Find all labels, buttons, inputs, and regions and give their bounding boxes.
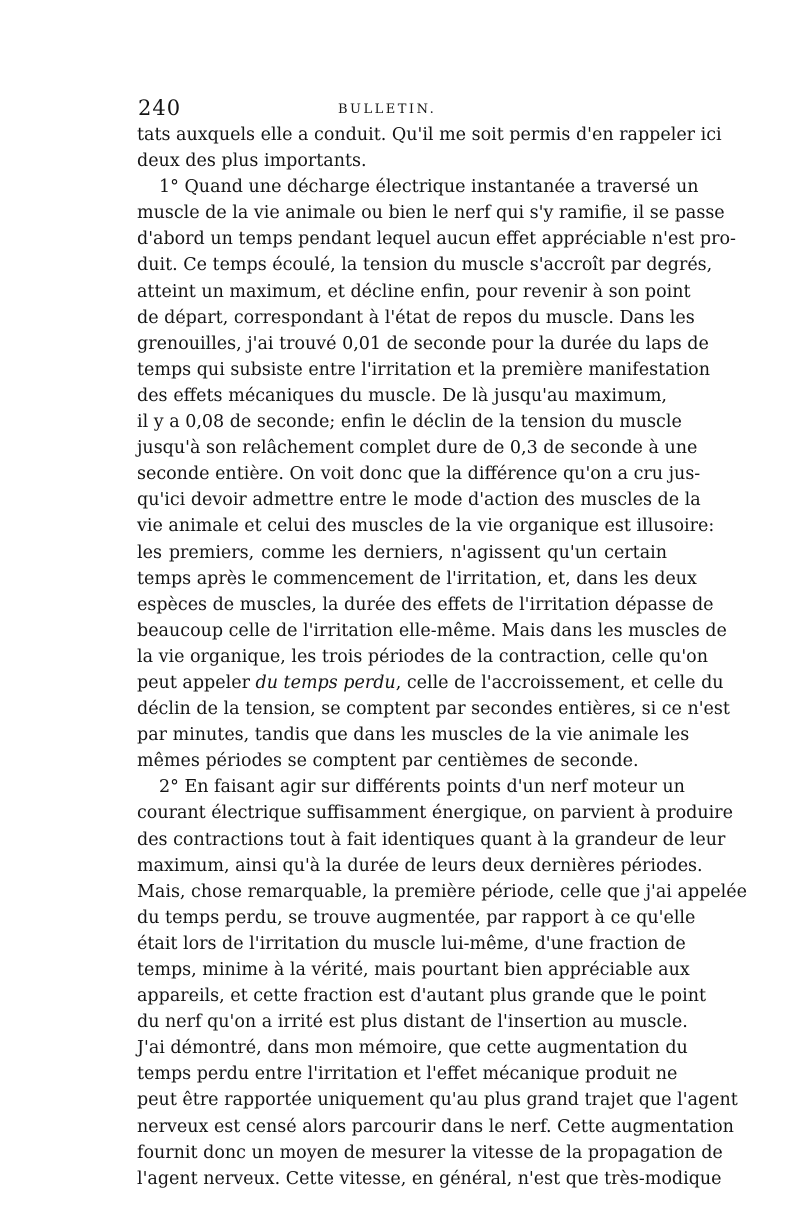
text-line: par minutes, tandis que dans les muscles de la vie animale les [137, 725, 690, 746]
text-line: la vie organique, les trois périodes de la contraction, celle qu'on [137, 646, 708, 667]
text-line: peut être rapportée uniquement qu'au plus grand trajet que l'agent [137, 1090, 738, 1111]
text-line: temps qui subsiste entre l'irritation et la première manifestation [137, 359, 710, 380]
text-line: jusqu'à son relâchement complet dure de 0,3 de seconde à une [137, 438, 698, 459]
page-number: 240 [138, 96, 182, 120]
text-line: vie animale et celui des muscles de la vie organique est illusoire: [137, 516, 715, 537]
text-line: appareils, et cette fraction est d'autant plus grande que le point [137, 986, 706, 1007]
text-line: duit. Ce temps écoulé, la tension du muscle s'accroît par degrés, [137, 255, 713, 276]
text-line: maximum, ainsi qu'à la durée de leurs deux dernières périodes. [137, 855, 703, 876]
text-line: temps après le commencement de l'irritation, et, dans les deux [137, 568, 697, 589]
text-line: espèces de muscles, la durée des effets de l'irritation dépasse de [137, 594, 714, 615]
text-segment: , celle de l'accroissement, et celle du [395, 672, 724, 693]
text-line: déclin de la tension, se comptent par secondes entières, si ce n'est [137, 699, 730, 720]
text-segment: peut appeler [137, 672, 256, 693]
text-line: deux des plus importants. [137, 151, 367, 172]
text-line: les premiers, comme les derniers, n'agissent qu'un certain [137, 542, 667, 563]
text-line: seconde entière. On voit donc que la différence qu'on a cru jus- [137, 464, 701, 485]
text-line: temps perdu entre l'irritation et l'effet mécanique produit ne [137, 1064, 678, 1085]
text-line: courant électrique suffisamment énergique, on parvient à produire [137, 803, 733, 824]
text-line: atteint un maximum, et décline enfin, pour revenir à son point [137, 281, 691, 302]
text-line: fournit donc un moyen de mesurer la vitesse de la propagation de [137, 1142, 723, 1163]
text-line: grenouilles, j'ai trouvé 0,01 de seconde pour la durée du laps de [137, 333, 709, 354]
text-line: des contractions tout à fait identiques quant à la grandeur de leur [137, 829, 726, 850]
text-line: muscle de la vie animale ou bien le nerf qui s'y ramifie, il se passe [137, 203, 725, 224]
text-line: mêmes périodes se comptent par centièmes de seconde. [137, 751, 639, 772]
paragraph-2-first-line: 2° En faisant agir sur différents points d'un nerf moteur un [159, 777, 685, 798]
text-line: temps, minime à la vérité, mais pourtant bien appréciable aux [137, 960, 690, 980]
text-line: il y a 0,08 de seconde; enfin le déclin de la tension du muscle [137, 412, 682, 433]
text-line: nerveux est censé alors parcourir dans le nerf. Cette augmentation [137, 1116, 734, 1137]
body-text [137, 122, 747, 1192]
text-line: du temps perdu, se trouve augmentée, par rapport à ce qu'elle [137, 907, 696, 928]
text-line: tats auxquels elle a conduit. Qu'il me soit permis d'en rappeler ici [137, 125, 722, 145]
text-line: du nerf qu'on a irrité est plus distant de l'insertion au muscle. [137, 1012, 688, 1033]
italic-phrase: du temps perdu [255, 672, 396, 693]
text-line: de départ, correspondant à l'état de repos du muscle. Dans les [137, 307, 695, 328]
text-line: J'ai démontré, dans mon mémoire, que cette augmentation du [137, 1038, 688, 1059]
running-title: BULLETIN. [338, 102, 437, 117]
text-line: Mais, chose remarquable, la première période, celle que j'ai appelée [137, 881, 747, 902]
text-line: qu'ici devoir admettre entre le mode d'action des muscles de la [137, 490, 701, 511]
text-line: des effets mécaniques du muscle. De là jusqu'au maximum, [137, 385, 667, 406]
text-line: l'agent nerveux. Cette vitesse, en général, n'est que très-modique [137, 1168, 722, 1189]
text-line: était lors de l'irritation du muscle lui-même, d'une fraction de [137, 933, 686, 954]
text-line: d'abord un temps pendant lequel aucun effet appréciable n'est pro- [137, 229, 736, 250]
text-line-with-italic [137, 670, 724, 696]
paragraph-1-first-line: 1° Quand une décharge électrique instantanée a traversé un [159, 177, 699, 198]
text-line: beaucoup celle de l'irritation elle-même. Mais dans les muscles de [137, 620, 727, 641]
page-header [138, 96, 668, 122]
